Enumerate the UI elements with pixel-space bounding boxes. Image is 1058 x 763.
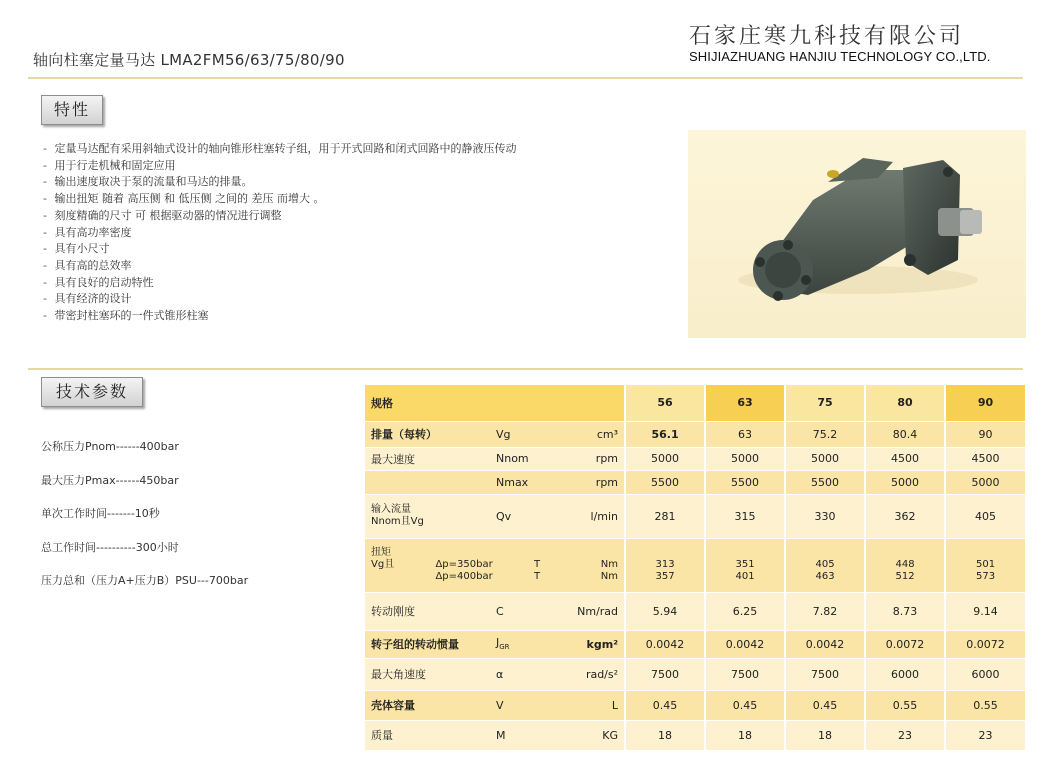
cell-value: 23 xyxy=(945,720,1025,750)
feature-item: - 输出扭矩 随着 高压侧 和 低压侧 之间的 差压 而增大 。 xyxy=(43,191,663,208)
cell-value: 4500 xyxy=(865,447,945,470)
row-label: 最大速度 xyxy=(365,447,490,470)
company-name-english: SHIJIAZHUANG HANJIU TECHNOLOGY CO.,LTD. xyxy=(689,49,991,64)
features-list xyxy=(43,141,663,325)
cell-value: 330 xyxy=(785,494,865,538)
row-symbol: M xyxy=(490,720,560,750)
cell-value: 7500 xyxy=(705,658,785,690)
cell-value: 6000 xyxy=(945,658,1025,690)
row-label: 质量 xyxy=(365,720,490,750)
row-symbol: α xyxy=(490,658,560,690)
row-unit: Nm/rad xyxy=(560,592,625,630)
cell-value: 18 xyxy=(785,720,865,750)
pressure-condition: Δp=400bar xyxy=(435,571,493,582)
cell-value: 5.94 xyxy=(625,592,705,630)
feature-item: - 带密封柱塞环的一件式锥形柱塞 xyxy=(43,308,663,325)
divider-top xyxy=(28,77,1023,79)
cell-value xyxy=(945,538,1025,592)
cell-value: 281 xyxy=(625,494,705,538)
spec-list xyxy=(41,440,248,608)
cell-value: 0.0042 xyxy=(625,630,705,658)
row-label-line: Vg且 xyxy=(371,559,395,570)
row-label: 壳体容量 xyxy=(365,690,490,720)
table-row xyxy=(365,447,1025,470)
size-header: 56 xyxy=(625,385,705,421)
params-section-button: 技术参数 xyxy=(41,377,143,407)
cell-value: 0.0072 xyxy=(945,630,1025,658)
size-header: 63 xyxy=(705,385,785,421)
table-row xyxy=(365,538,1025,592)
table-row xyxy=(365,592,1025,630)
cell-line: 448 xyxy=(895,559,915,570)
row-symbol: Vg xyxy=(490,421,560,447)
row-symbol: V xyxy=(490,690,560,720)
cell-value: 75.2 xyxy=(785,421,865,447)
table-row xyxy=(365,494,1025,538)
row-unit: l/min xyxy=(560,494,625,538)
cell-value: 315 xyxy=(705,494,785,538)
cell-line: 501 xyxy=(975,559,996,570)
cell-value xyxy=(625,538,705,592)
feature-item: - 定量马达配有采用斜轴式设计的轴向锥形柱塞转子组，用于开式回路和闭式回路中的静液压传动 xyxy=(43,141,663,158)
cell-value: 56.1 xyxy=(625,421,705,447)
cell-value: 6.25 xyxy=(705,592,785,630)
hydraulic-motor-image xyxy=(688,130,1026,338)
cell-line: 512 xyxy=(895,571,915,582)
spec-item: 最大压力Pmax------450bar xyxy=(41,473,179,487)
pressure-condition: Δp=350bar xyxy=(435,559,493,570)
size-header: 90 xyxy=(945,385,1025,421)
cell-value: 5000 xyxy=(625,447,705,470)
spec-item: 压力总和（压力A+压力B）PSU---700bar xyxy=(41,574,249,587)
cell-value: 7500 xyxy=(625,658,705,690)
row-label-line: Nnom且Vg xyxy=(371,516,424,527)
cell-value: 0.55 xyxy=(945,690,1025,720)
row-label-line: 输入流量 xyxy=(371,504,411,515)
cell-value: 5500 xyxy=(785,470,865,494)
cell-line: 405 xyxy=(815,559,835,570)
row-unit: rad/s² xyxy=(560,658,625,690)
row-label: 转子组的转动惯量 xyxy=(365,630,490,658)
cell-value: 8.73 xyxy=(865,592,945,630)
cell-value: 18 xyxy=(705,720,785,750)
spec-item: 总工作时间----------300小时 xyxy=(41,540,179,554)
row-label-line: 扭矩 xyxy=(371,547,391,558)
row-unit: L xyxy=(560,690,625,720)
document-title: 轴向柱塞定量马达 LMA2FM56/63/75/80/90 xyxy=(33,51,345,69)
spec-item: 单次工作时间-------10秒 xyxy=(41,507,160,520)
feature-item: - 具有经济的设计 xyxy=(43,291,663,308)
table-header-row xyxy=(365,385,1025,421)
features-section-button: 特性 xyxy=(41,95,103,125)
row-unit: rpm xyxy=(560,447,625,470)
row-unit-line: Nm xyxy=(600,559,619,570)
row-label xyxy=(365,470,490,494)
cell-line: 357 xyxy=(655,571,675,582)
spec-item: 公称压力Pnom------400bar xyxy=(41,440,179,453)
company-name-chinese: 石家庄寒九科技有限公司 xyxy=(689,24,965,49)
cell-line: 463 xyxy=(815,571,835,582)
row-symbol: Nmax xyxy=(490,470,560,494)
cell-value: 6000 xyxy=(865,658,945,690)
feature-item: - 刻度精确的尺寸 可 根据驱动器的情况进行调整 xyxy=(43,208,663,225)
cell-value: 23 xyxy=(865,720,945,750)
feature-item: - 用于行走机械和固定应用 xyxy=(43,158,663,175)
cell-line: 401 xyxy=(735,571,755,582)
row-label: 转动刚度 xyxy=(365,592,490,630)
cell-value: 63 xyxy=(705,421,785,447)
row-unit: cm³ xyxy=(560,421,625,447)
symbol-text: J xyxy=(496,636,500,650)
cell-value: 5000 xyxy=(865,470,945,494)
cell-line: 351 xyxy=(735,559,755,570)
row-symbol: C xyxy=(490,592,560,630)
row-unit-line: Nm xyxy=(600,571,619,582)
cell-value: 0.55 xyxy=(865,690,945,720)
cell-value: 9.14 xyxy=(945,592,1025,630)
cell-line: 313 xyxy=(655,559,675,570)
cell-value: 0.0072 xyxy=(865,630,945,658)
table-row xyxy=(365,421,1025,447)
cell-value: 4500 xyxy=(945,447,1025,470)
feature-item: - 输出速度取决于泵的流量和马达的排量。 xyxy=(43,174,663,191)
row-unit: kgm² xyxy=(560,630,625,658)
size-header: 80 xyxy=(865,385,945,421)
cell-line: 573 xyxy=(975,571,996,582)
cell-value: 90 xyxy=(945,421,1025,447)
cell-value: 0.0042 xyxy=(705,630,785,658)
feature-item: - 具有小尺寸 xyxy=(43,241,663,258)
feature-item: - 具有高的总效率 xyxy=(43,258,663,275)
product-photo xyxy=(688,130,1026,338)
cell-value: 362 xyxy=(865,494,945,538)
row-unit: rpm xyxy=(560,470,625,494)
row-label: 最大角速度 xyxy=(365,658,490,690)
cell-value: 5000 xyxy=(945,470,1025,494)
cell-value: 7.82 xyxy=(785,592,865,630)
cell-value: 5000 xyxy=(785,447,865,470)
row-unit xyxy=(560,538,625,592)
row-symbol: Nnom xyxy=(490,447,560,470)
cell-value xyxy=(705,538,785,592)
row-label xyxy=(365,494,490,538)
cell-value xyxy=(865,538,945,592)
cell-value: 0.0042 xyxy=(785,630,865,658)
table-row xyxy=(365,690,1025,720)
cell-value: 5500 xyxy=(705,470,785,494)
header-label: 规格 xyxy=(365,385,625,421)
cell-value xyxy=(785,538,865,592)
cell-value: 80.4 xyxy=(865,421,945,447)
size-header: 75 xyxy=(785,385,865,421)
row-symbol: T xyxy=(533,571,541,582)
row-symbol: T xyxy=(533,559,541,570)
row-symbol xyxy=(490,630,560,658)
divider-middle xyxy=(28,368,1023,370)
cell-value: 18 xyxy=(625,720,705,750)
cell-value: 0.45 xyxy=(625,690,705,720)
spec-table xyxy=(365,385,1025,751)
table-row xyxy=(365,630,1025,658)
cell-value: 5500 xyxy=(625,470,705,494)
symbol-subscript: GR xyxy=(499,643,510,652)
row-label: 排量（每转） xyxy=(365,421,490,447)
table-row xyxy=(365,658,1025,690)
feature-item: - 具有良好的启动特性 xyxy=(43,275,663,292)
feature-item: - 具有高功率密度 xyxy=(43,225,663,242)
cell-value: 0.45 xyxy=(705,690,785,720)
cell-value: 0.45 xyxy=(785,690,865,720)
row-symbol: Qv xyxy=(490,494,560,538)
table-row xyxy=(365,720,1025,750)
table-row xyxy=(365,470,1025,494)
row-unit: KG xyxy=(560,720,625,750)
row-label xyxy=(365,538,560,592)
cell-value: 5000 xyxy=(705,447,785,470)
cell-value: 7500 xyxy=(785,658,865,690)
cell-value: 405 xyxy=(945,494,1025,538)
